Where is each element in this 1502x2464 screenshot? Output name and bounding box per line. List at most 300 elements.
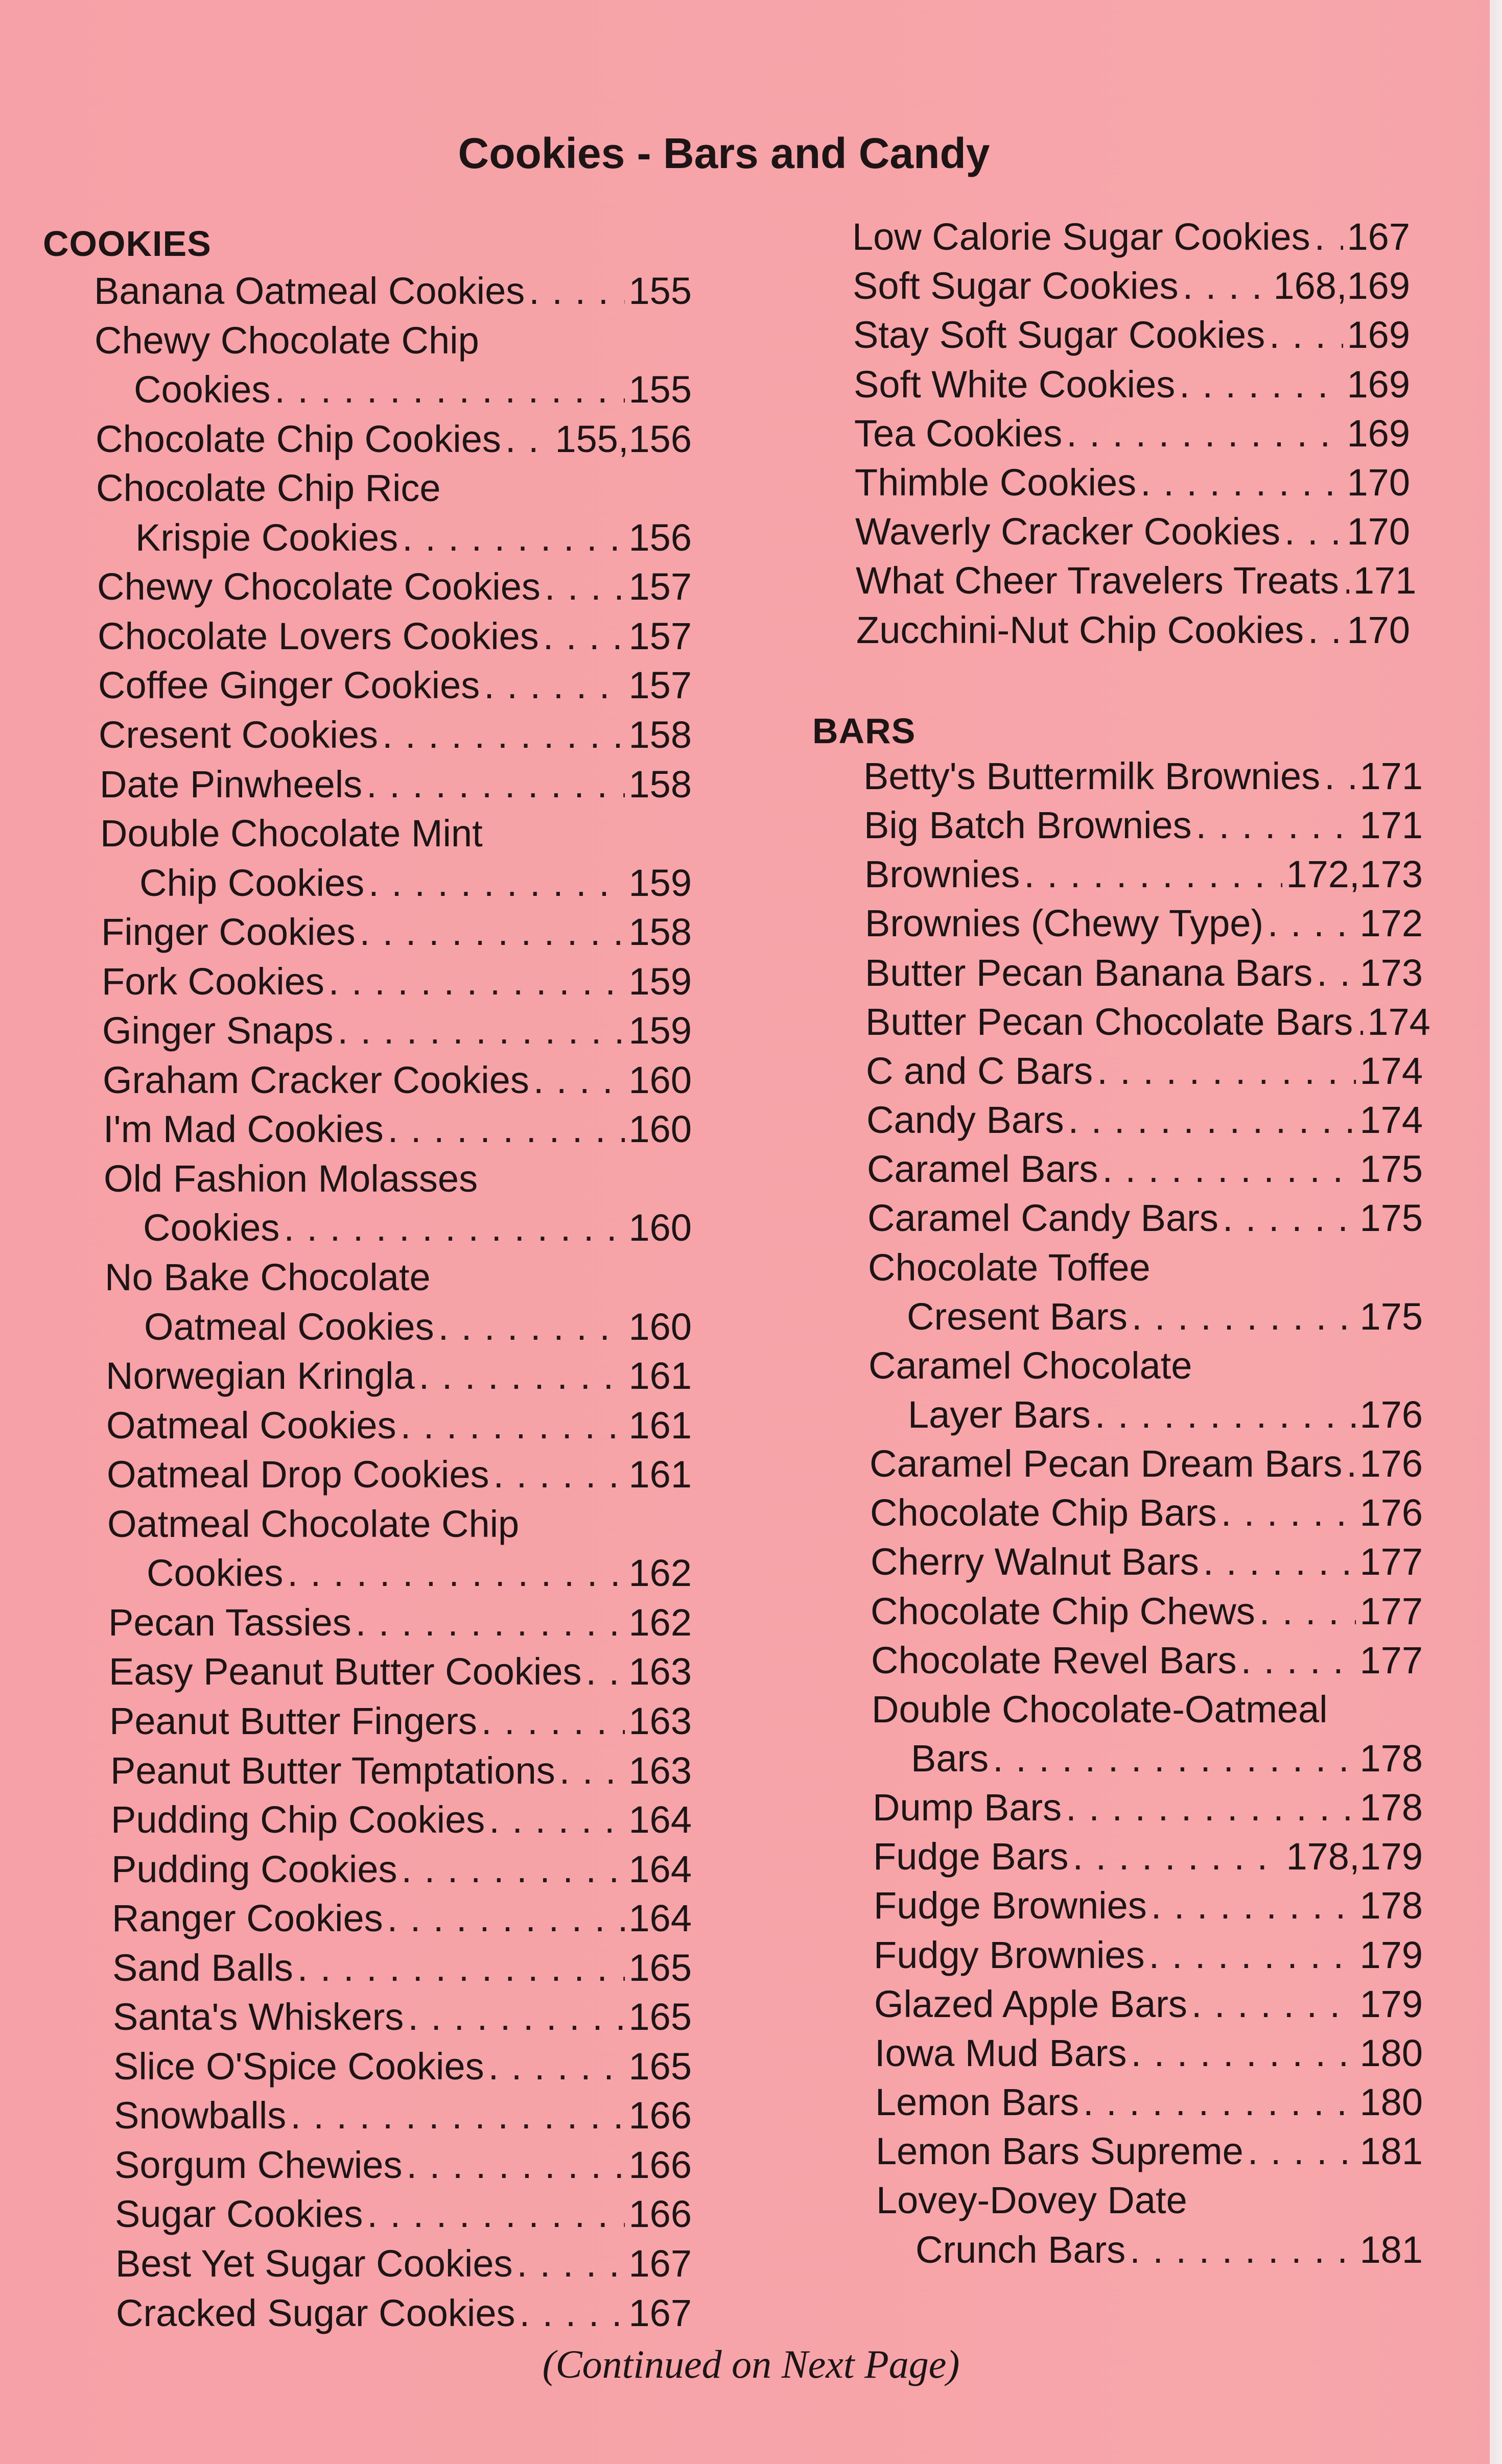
entry-label: Cookies xyxy=(134,368,271,411)
entry-page-number: 157 xyxy=(628,615,692,657)
entry-page-number: 170 xyxy=(1347,461,1410,504)
entry-label: Bars xyxy=(911,1737,989,1780)
index-entry xyxy=(872,1685,1423,1734)
index-entry xyxy=(863,752,1423,801)
dot-leader xyxy=(1284,507,1343,556)
entry-page-number: 181 xyxy=(1359,2130,1423,2172)
entry-page-number: 165 xyxy=(628,1996,692,2038)
dot-leader xyxy=(1024,850,1282,899)
index-entry xyxy=(143,1203,692,1252)
index-entry xyxy=(868,1243,1423,1292)
index-entry xyxy=(874,1980,1423,2029)
dot-leader xyxy=(1308,606,1343,655)
dot-leader xyxy=(360,908,625,957)
dot-leader xyxy=(1102,1145,1355,1194)
entry-label: Ranger Cookies xyxy=(112,1897,383,1939)
entry-label: Chewy Chocolate Chip xyxy=(95,319,479,362)
section-heading-bars: BARS xyxy=(812,711,916,751)
dot-leader xyxy=(338,1006,625,1055)
index-entry xyxy=(135,513,692,562)
dot-leader xyxy=(274,365,624,414)
entry-label: Peanut Butter Fingers xyxy=(109,1700,477,1742)
dot-leader xyxy=(1191,1980,1356,2029)
entry-page-number: 160 xyxy=(628,1108,692,1150)
entry-label: Sorgum Chewies xyxy=(114,2144,403,2186)
entry-page-number: 171 xyxy=(1359,755,1423,797)
entry-page-number: 179 xyxy=(1359,1983,1423,2025)
index-entry xyxy=(870,1439,1423,1488)
entry-label: Crunch Bars xyxy=(916,2229,1126,2271)
dot-leader xyxy=(1179,360,1343,409)
dot-leader xyxy=(1183,262,1270,311)
dot-leader xyxy=(388,1105,625,1154)
dot-leader xyxy=(533,1056,625,1105)
entry-page-number: 178 xyxy=(1359,1786,1423,1829)
index-entry xyxy=(855,507,1410,556)
entry-page-number: 175 xyxy=(1359,1295,1423,1338)
entry-label: Lemon Bars xyxy=(875,2081,1079,2123)
index-entry xyxy=(864,850,1423,899)
index-entry xyxy=(108,1598,692,1647)
index-entry xyxy=(852,212,1410,262)
entry-page-number: 162 xyxy=(628,1601,692,1644)
entry-page-number: 161 xyxy=(628,1404,692,1447)
entry-page-number: 161 xyxy=(628,1453,692,1496)
dot-leader xyxy=(366,760,624,809)
index-entry xyxy=(103,1105,692,1154)
entry-label: Lemon Bars Supreme xyxy=(876,2130,1243,2172)
entry-page-number: 170 xyxy=(1347,609,1410,651)
entry-page-number: 170 xyxy=(1347,510,1410,553)
entry-page-number: 167 xyxy=(628,2242,692,2285)
dot-leader xyxy=(438,1302,625,1352)
dot-leader xyxy=(494,1450,625,1499)
entry-label: Norwegian Kringla xyxy=(106,1355,415,1397)
entry-page-number: 178 xyxy=(1359,1737,1423,1780)
index-entry xyxy=(871,1537,1423,1586)
dot-leader xyxy=(1151,1881,1356,1930)
index-entry xyxy=(115,2239,692,2288)
entry-page-number: 159 xyxy=(628,862,692,904)
index-entry xyxy=(103,1056,692,1105)
index-entry xyxy=(96,464,692,513)
index-entry xyxy=(105,1253,692,1302)
index-entry xyxy=(867,1145,1423,1194)
index-entry xyxy=(147,1549,692,1598)
entry-label: Pudding Chip Cookies xyxy=(111,1798,485,1841)
dot-leader xyxy=(1346,1439,1355,1488)
index-entry xyxy=(100,760,692,809)
index-entry xyxy=(115,2190,692,2239)
entry-label: Best Yet Sugar Cookies xyxy=(115,2242,513,2285)
entry-label: Double Chocolate-Oatmeal xyxy=(872,1688,1328,1731)
entry-label: Oatmeal Drop Cookies xyxy=(107,1453,489,1496)
dot-leader xyxy=(1073,1832,1282,1881)
entry-label: Slice O'Spice Cookies xyxy=(113,2045,484,2088)
index-entry xyxy=(908,1390,1423,1439)
dot-leader xyxy=(1132,1292,1356,1341)
index-entry xyxy=(110,1746,692,1795)
index-entry xyxy=(111,1845,692,1894)
dot-leader xyxy=(402,513,624,562)
entry-label: Pudding Cookies xyxy=(111,1848,397,1890)
entry-page-number: 158 xyxy=(628,763,692,805)
dot-leader xyxy=(401,1401,625,1450)
entry-page-number: 169 xyxy=(1347,412,1410,455)
dot-leader xyxy=(529,267,624,316)
continued-note: (Continued on Next Page) xyxy=(542,2342,960,2386)
index-entry xyxy=(109,1647,692,1696)
entry-label: Caramel Pecan Dream Bars xyxy=(870,1442,1343,1485)
dot-leader xyxy=(1221,1488,1356,1537)
entry-label: No Bake Chocolate xyxy=(105,1256,431,1298)
entry-label: Snowballs xyxy=(114,2094,287,2137)
index-entry xyxy=(100,809,692,858)
dot-leader xyxy=(517,2239,625,2288)
index-entry xyxy=(94,267,692,316)
entry-label: Double Chocolate Mint xyxy=(100,812,483,855)
left-column xyxy=(43,0,697,2464)
entry-page-number: 177 xyxy=(1359,1639,1423,1681)
index-entry xyxy=(97,562,692,611)
entry-page-number: 158 xyxy=(628,911,692,953)
entry-page-number: 169 xyxy=(1347,363,1410,406)
entry-page-number: 160 xyxy=(628,1306,692,1348)
entry-label: Oatmeal Chocolate Chip xyxy=(107,1503,520,1545)
entry-page-number: 166 xyxy=(628,2193,692,2235)
entry-page-number: 175 xyxy=(1359,1197,1423,1239)
entry-label: Caramel Candy Bars xyxy=(867,1197,1218,1239)
dot-leader xyxy=(545,562,625,611)
entry-label: Oatmeal Cookies xyxy=(144,1306,434,1348)
entry-page-number: 176 xyxy=(1359,1442,1423,1485)
index-entry xyxy=(853,262,1410,311)
entry-page-number: 160 xyxy=(628,1059,692,1101)
entry-label: Pecan Tassies xyxy=(108,1601,351,1644)
index-entry xyxy=(875,2029,1423,2078)
dot-leader xyxy=(559,1746,625,1795)
index-entry xyxy=(98,661,692,710)
index-entry xyxy=(907,1292,1423,1341)
index-entry xyxy=(869,1341,1423,1390)
entry-label: Easy Peanut Butter Cookies xyxy=(109,1650,582,1693)
entry-label: Cookies xyxy=(143,1206,280,1249)
entry-page-number: 173 xyxy=(1359,952,1423,994)
index-entry xyxy=(870,1488,1423,1537)
index-entry xyxy=(101,908,692,957)
entry-page-number: 157 xyxy=(628,664,692,706)
index-entry xyxy=(113,1993,692,2042)
page-edge xyxy=(1490,0,1502,2464)
dot-leader xyxy=(1269,311,1343,360)
index-entry xyxy=(107,1450,692,1499)
entry-page-number: 166 xyxy=(628,2094,692,2137)
entry-label: Waverly Cracker Cookies xyxy=(855,510,1280,553)
entry-label: Cresent Bars xyxy=(907,1295,1128,1338)
index-entry xyxy=(95,316,692,365)
dot-leader xyxy=(1130,2225,1355,2275)
dot-leader xyxy=(543,612,625,661)
entry-label: Big Batch Brownies xyxy=(864,804,1192,846)
entry-label: Krispie Cookies xyxy=(135,516,398,559)
dot-leader xyxy=(1149,1931,1356,1980)
index-entry xyxy=(96,415,692,464)
index-entry xyxy=(102,1006,692,1055)
dot-leader xyxy=(1083,2078,1356,2127)
index-entry xyxy=(911,1734,1423,1783)
entry-page-number: 167 xyxy=(1347,216,1410,258)
entry-label: Cherry Walnut Bars xyxy=(871,1541,1199,1583)
dot-leader xyxy=(287,1549,624,1598)
dot-leader xyxy=(1068,1096,1356,1145)
dot-leader xyxy=(1097,1047,1355,1096)
index-entry xyxy=(866,1047,1423,1096)
entry-page-number: 155,156 xyxy=(555,418,692,460)
entry-page-number: 172,173 xyxy=(1286,853,1423,895)
entry-page-number: 164 xyxy=(628,1897,692,1939)
entry-label: Chocolate Chip Rice xyxy=(96,467,441,509)
index-entry xyxy=(106,1352,692,1401)
index-entry xyxy=(867,1194,1423,1243)
entry-label: Fork Cookies xyxy=(102,960,324,1003)
dot-leader xyxy=(1357,998,1363,1047)
entry-label: Zucchini-Nut Chip Cookies xyxy=(856,609,1304,651)
index-entry xyxy=(865,998,1430,1047)
index-entry xyxy=(98,612,692,661)
entry-page-number: 159 xyxy=(628,1009,692,1052)
dot-leader xyxy=(1066,409,1343,458)
entry-label: Thimble Cookies xyxy=(855,461,1137,504)
entry-page-number: 156 xyxy=(628,516,692,559)
index-entry xyxy=(874,1931,1423,1980)
entry-page-number: 168,169 xyxy=(1273,265,1410,307)
entry-label: Banana Oatmeal Cookies xyxy=(94,270,525,312)
entry-label: Iowa Mud Bars xyxy=(875,2032,1127,2074)
dot-leader xyxy=(401,1845,624,1894)
dot-leader xyxy=(1324,752,1355,801)
index-entry xyxy=(871,1636,1423,1685)
entry-label: I'm Mad Cookies xyxy=(103,1108,384,1150)
dot-leader xyxy=(1315,212,1343,262)
index-entry xyxy=(876,2127,1423,2176)
index-entry xyxy=(853,311,1410,360)
dot-leader xyxy=(481,1697,625,1746)
index-entry xyxy=(871,1587,1423,1636)
entry-label: Layer Bars xyxy=(908,1393,1091,1436)
dot-leader xyxy=(1223,1194,1356,1243)
index-entry xyxy=(864,801,1423,850)
entry-label: Ginger Snaps xyxy=(102,1009,334,1052)
entry-label: Fudge Brownies xyxy=(874,1884,1147,1927)
index-entry xyxy=(102,957,692,1006)
index-entry xyxy=(112,1944,692,1993)
dot-leader xyxy=(387,1894,625,1943)
index-entry xyxy=(873,1783,1423,1832)
entry-label: Fudge Bars xyxy=(873,1835,1069,1878)
entry-page-number: 176 xyxy=(1359,1491,1423,1534)
dot-leader xyxy=(519,2289,624,2338)
entry-label: Dump Bars xyxy=(873,1786,1062,1829)
section-heading-cookies: COOKIES xyxy=(43,224,212,264)
entry-label: Coffee Ginger Cookies xyxy=(98,664,480,706)
dot-leader xyxy=(356,1598,625,1647)
entry-page-number: 158 xyxy=(628,714,692,756)
entry-label: Lovey-Dovey Date xyxy=(876,2179,1187,2221)
index-entry xyxy=(873,1832,1423,1881)
dot-leader xyxy=(328,957,625,1006)
dot-leader xyxy=(1196,801,1356,850)
entry-page-number: 175 xyxy=(1359,1148,1423,1190)
entry-label: Stay Soft Sugar Cookies xyxy=(853,314,1265,356)
entry-label: Sand Balls xyxy=(112,1947,293,1989)
entry-label: Glazed Apple Bars xyxy=(874,1983,1187,2025)
entry-label: Chocolate Chip Chews xyxy=(871,1590,1255,1632)
dot-leader xyxy=(1343,556,1349,605)
index-entry xyxy=(876,2176,1423,2225)
entry-page-number: 162 xyxy=(628,1552,692,1594)
dot-leader xyxy=(1259,1587,1356,1636)
index-entry xyxy=(134,365,692,414)
entry-label: Tea Cookies xyxy=(854,412,1063,455)
entry-label: Chocolate Chip Cookies xyxy=(96,418,501,460)
entry-page-number: 179 xyxy=(1359,1934,1423,1976)
dot-leader xyxy=(297,1944,625,1993)
entry-page-number: 157 xyxy=(628,565,692,608)
index-entry xyxy=(114,2091,692,2140)
entry-label: Butter Pecan Banana Bars xyxy=(865,952,1313,994)
entry-label: Betty's Buttermilk Brownies xyxy=(863,755,1321,797)
entry-page-number: 172 xyxy=(1359,902,1423,944)
entry-label: Old Fashion Molasses xyxy=(104,1157,478,1200)
dot-leader xyxy=(290,2091,624,2140)
entry-page-number: 155 xyxy=(628,270,692,312)
dot-leader xyxy=(586,1647,625,1696)
entry-page-number: 164 xyxy=(628,1848,692,1890)
entry-label: Chocolate Revel Bars xyxy=(871,1639,1237,1681)
index-entry xyxy=(875,2078,1423,2127)
entry-page-number: 180 xyxy=(1359,2081,1423,2123)
index-entry xyxy=(916,2225,1423,2275)
dot-leader xyxy=(484,661,624,710)
right-column xyxy=(812,0,1430,2464)
entry-label: Caramel Chocolate xyxy=(869,1344,1192,1387)
index-entry xyxy=(116,2289,692,2338)
entry-page-number: 164 xyxy=(628,1798,692,1841)
index-entry xyxy=(856,606,1410,655)
entry-page-number: 163 xyxy=(628,1700,692,1742)
entry-page-number: 167 xyxy=(628,2292,692,2334)
entry-page-number: 159 xyxy=(628,960,692,1003)
entry-page-number: 163 xyxy=(628,1650,692,1693)
index-entry xyxy=(113,2042,692,2091)
entry-label: Chewy Chocolate Cookies xyxy=(97,565,541,608)
index-entry xyxy=(855,458,1410,507)
dot-leader xyxy=(368,859,624,908)
dot-leader xyxy=(1248,2127,1356,2176)
entry-label: Chip Cookies xyxy=(139,862,365,904)
dot-leader xyxy=(1140,458,1343,507)
dot-leader xyxy=(489,1795,624,1844)
entry-label: Cresent Cookies xyxy=(99,714,379,756)
entry-page-number: 166 xyxy=(628,2144,692,2186)
entry-label: Brownies (Chewy Type) xyxy=(865,902,1264,944)
entry-label: Sugar Cookies xyxy=(115,2193,363,2235)
index-entry xyxy=(139,859,692,908)
entry-page-number: 176 xyxy=(1359,1393,1423,1436)
entry-page-number: 171 xyxy=(1359,804,1423,846)
entry-label: Date Pinwheels xyxy=(100,763,363,805)
entry-page-number: 178 xyxy=(1359,1884,1423,1927)
entry-page-number: 171 xyxy=(1353,559,1417,602)
index-entry xyxy=(109,1697,692,1746)
dot-leader xyxy=(382,710,625,760)
dot-leader xyxy=(408,1993,624,2042)
entry-page-number: 174 xyxy=(1359,1099,1423,1141)
entry-label: Candy Bars xyxy=(866,1099,1064,1141)
dot-leader xyxy=(284,1203,624,1252)
entry-label: Peanut Butter Temptations xyxy=(110,1749,555,1792)
entry-label: Santa's Whiskers xyxy=(113,1996,404,2038)
entry-label: Oatmeal Cookies xyxy=(106,1404,396,1447)
entry-page-number: 178,179 xyxy=(1286,1835,1423,1878)
entry-label: Finger Cookies xyxy=(101,911,356,953)
dot-leader xyxy=(1241,1636,1356,1685)
entry-label: Caramel Bars xyxy=(867,1148,1098,1190)
index-entry xyxy=(865,949,1423,998)
entry-page-number: 160 xyxy=(628,1206,692,1249)
index-entry xyxy=(854,409,1410,458)
entry-label: Brownies xyxy=(864,853,1020,895)
entry-page-number: 174 xyxy=(1367,1001,1430,1043)
entry-page-number: 180 xyxy=(1359,2032,1423,2074)
entry-label: Low Calorie Sugar Cookies xyxy=(852,216,1310,258)
dot-leader xyxy=(1317,949,1355,998)
index-entry xyxy=(111,1795,692,1844)
entry-page-number: 181 xyxy=(1359,2229,1423,2271)
entry-label: Butter Pecan Chocolate Bars xyxy=(865,1001,1353,1043)
entry-page-number: 177 xyxy=(1359,1590,1423,1632)
entry-label: Soft White Cookies xyxy=(854,363,1176,406)
index-entry xyxy=(106,1401,692,1450)
page-title: Cookies - Bars and Candy xyxy=(458,129,990,177)
index-entry xyxy=(854,360,1410,409)
entry-page-number: 161 xyxy=(628,1355,692,1397)
dot-leader xyxy=(367,2190,624,2239)
entry-label: What Cheer Travelers Treats xyxy=(856,559,1339,602)
index-entry xyxy=(114,2141,692,2190)
entry-page-number: 174 xyxy=(1359,1050,1423,1092)
entry-page-number: 177 xyxy=(1359,1541,1423,1583)
dot-leader xyxy=(419,1352,625,1401)
entry-label: C and C Bars xyxy=(866,1050,1093,1092)
index-entry xyxy=(144,1302,692,1352)
entry-label: Fudgy Brownies xyxy=(874,1934,1145,1976)
dot-leader xyxy=(1203,1537,1356,1586)
dot-leader xyxy=(1131,2029,1356,2078)
index-entry xyxy=(874,1881,1423,1930)
index-entry xyxy=(856,556,1417,605)
dot-leader xyxy=(505,415,551,464)
index-entry xyxy=(99,710,692,760)
entry-label: Chocolate Chip Bars xyxy=(870,1491,1217,1534)
entry-label: Cookies xyxy=(147,1552,284,1594)
dot-leader xyxy=(1095,1390,1356,1439)
entry-page-number: 155 xyxy=(628,368,692,411)
dot-leader xyxy=(1066,1783,1355,1832)
index-entry xyxy=(107,1500,692,1549)
dot-leader xyxy=(406,2141,624,2190)
entry-page-number: 163 xyxy=(628,1749,692,1792)
